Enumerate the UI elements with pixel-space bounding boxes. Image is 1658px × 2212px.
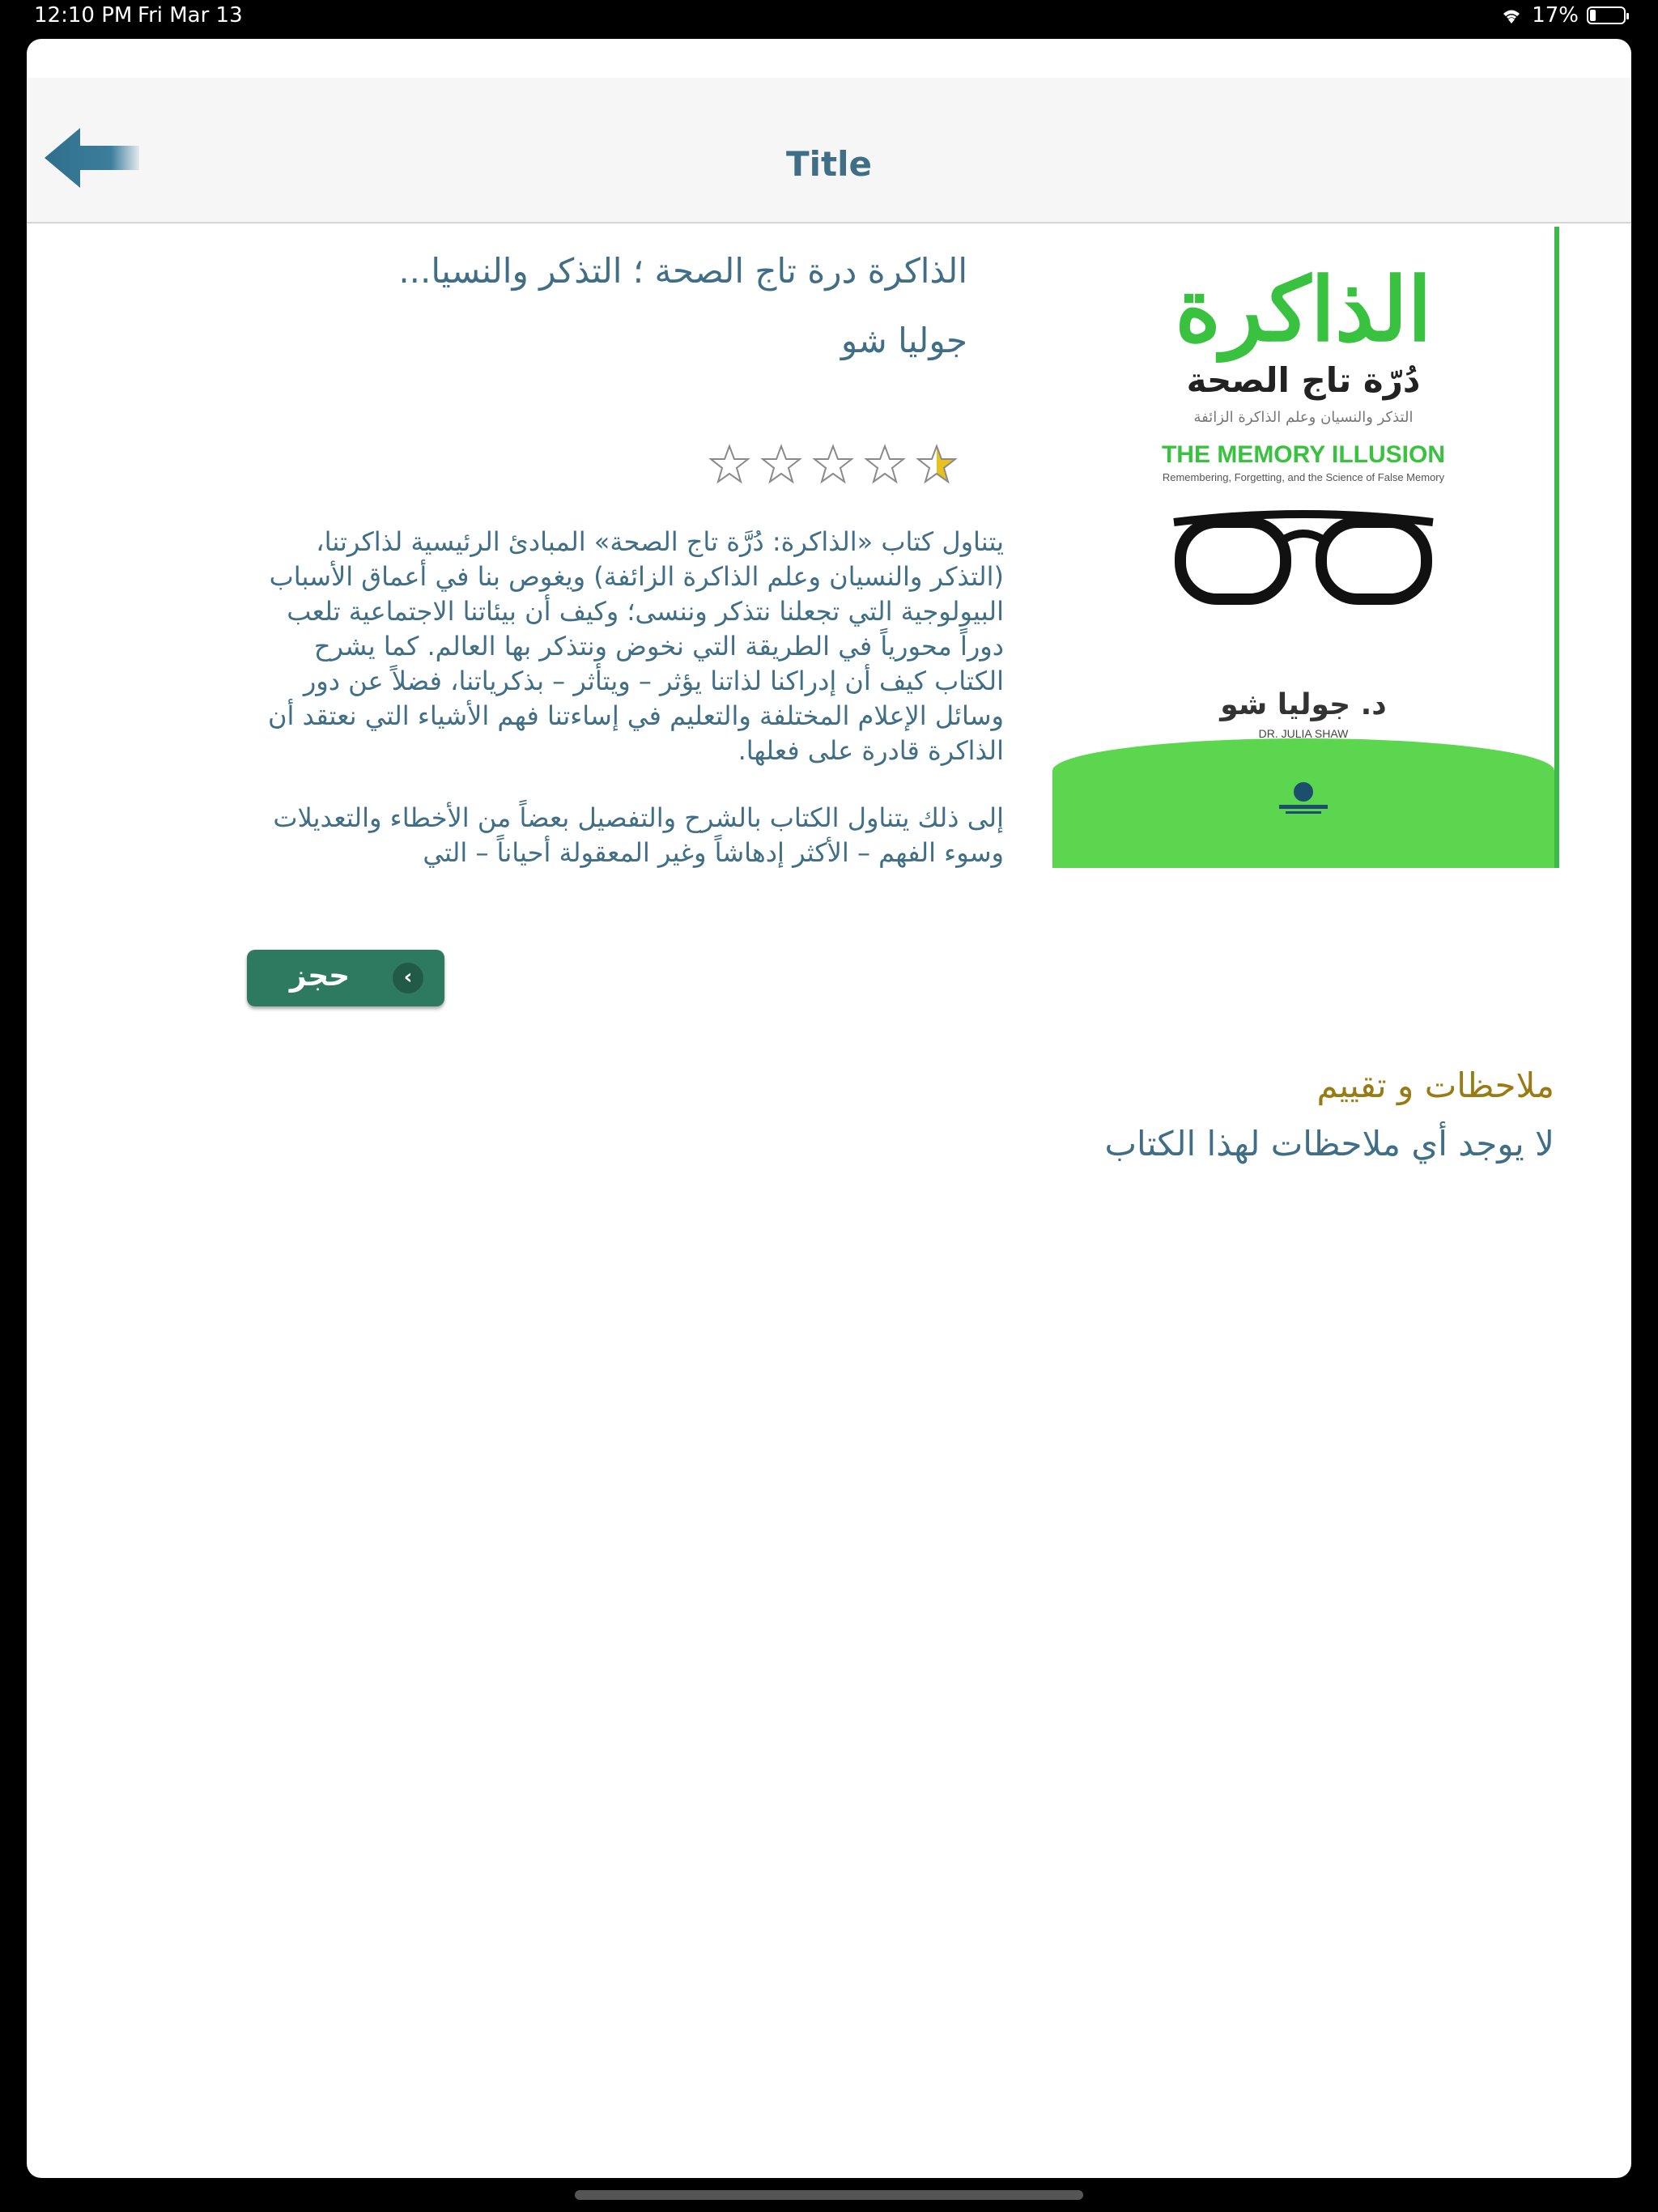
notes-heading: ملاحظات و تقييم: [1316, 1066, 1554, 1105]
book-details-sheet: [27, 39, 1631, 2178]
chevron-left-icon: ‹: [393, 963, 423, 993]
book-cover-image: [1052, 227, 1559, 868]
cover-english-title: THE MEMORY ILLUSION: [1161, 441, 1445, 468]
battery-fill: [1590, 10, 1596, 21]
navigation-bar: [27, 78, 1631, 223]
description-paragraph: إلى ذلك يتناول الكتاب بالشرح والتفصيل بعضاً من الأخطاء والتعديلات وسوء الفهم – الأكثر إدهاشاً وغير المعقولة أحياناً – التي: [273, 802, 1004, 868]
status-right: [1499, 3, 1626, 28]
book-title: الذاكرة درة تاج الصحة ؛ التذكر والنسيا...: [398, 251, 967, 291]
reserve-label: حجز: [289, 959, 351, 993]
star-icon[interactable]: [916, 444, 958, 486]
book-description: [245, 525, 1004, 889]
star-rating[interactable]: [708, 444, 958, 486]
star-icon[interactable]: [760, 444, 802, 486]
cover-english-subtitle: Remembering, Forgetting, and the Science of False Memory: [1162, 471, 1445, 483]
book-author: جوليا شو: [840, 321, 967, 360]
reserve-button[interactable]: [247, 950, 444, 1006]
star-icon[interactable]: [708, 444, 750, 486]
cover-subtitle: دُرّة تاج الصحة: [1186, 360, 1421, 400]
cover-author-en: DR. JULIA SHAW: [1258, 727, 1349, 740]
star-icon[interactable]: [864, 444, 906, 486]
star-icon[interactable]: [812, 444, 854, 486]
cover-title: الذاكرة: [1175, 259, 1432, 361]
notes-empty-message: لا يوجد أي ملاحظات لهذا الكتاب: [1104, 1124, 1554, 1163]
wifi-icon: [1499, 6, 1524, 25]
status-date: Fri Mar 13: [138, 3, 243, 28]
home-indicator[interactable]: [575, 2190, 1083, 2200]
cover-author: د. جوليا شو: [1220, 688, 1387, 721]
glasses-icon: [1166, 498, 1441, 611]
cover-subtitle-2: التذكر والنسيان وعلم الذاكرة الزائفة: [1193, 409, 1414, 426]
description-paragraph: يتناول كتاب «الذاكرة: دُرَّة تاج الصحة» المبادئ الرئيسية لذاكرتنا، (التذكر والنسيان وعلم الذاكرة الزائفة) ويغوص بنا في أعماق الأسباب البيولوجية التي تجعلنا نتذكر وننسى؛ وكيف أن بيئاتنا الاجتماعية تلعب دوراً محورياً في الطريقة التي نخوض ونتذكر بها العالم. كما يشرح الكتاب كيف أن إدراكنا لذاتنا يؤثر – ويتأثر – بذكرياتنا، فضلاً عن دور وسائل الإعلام المختلفة والتعليم في إساءتنا فهم الأشياء التي نعتقد أن الذاكرة قادرة على فعلها.: [267, 526, 1004, 766]
publisher-logo-icon: [1271, 777, 1336, 818]
page-title: Title: [785, 144, 872, 184]
battery-icon: [1587, 6, 1626, 24]
battery-percent: 17%: [1532, 3, 1579, 28]
status-time: 12:10 PM: [34, 3, 133, 28]
status-bar: [0, 0, 1658, 36]
